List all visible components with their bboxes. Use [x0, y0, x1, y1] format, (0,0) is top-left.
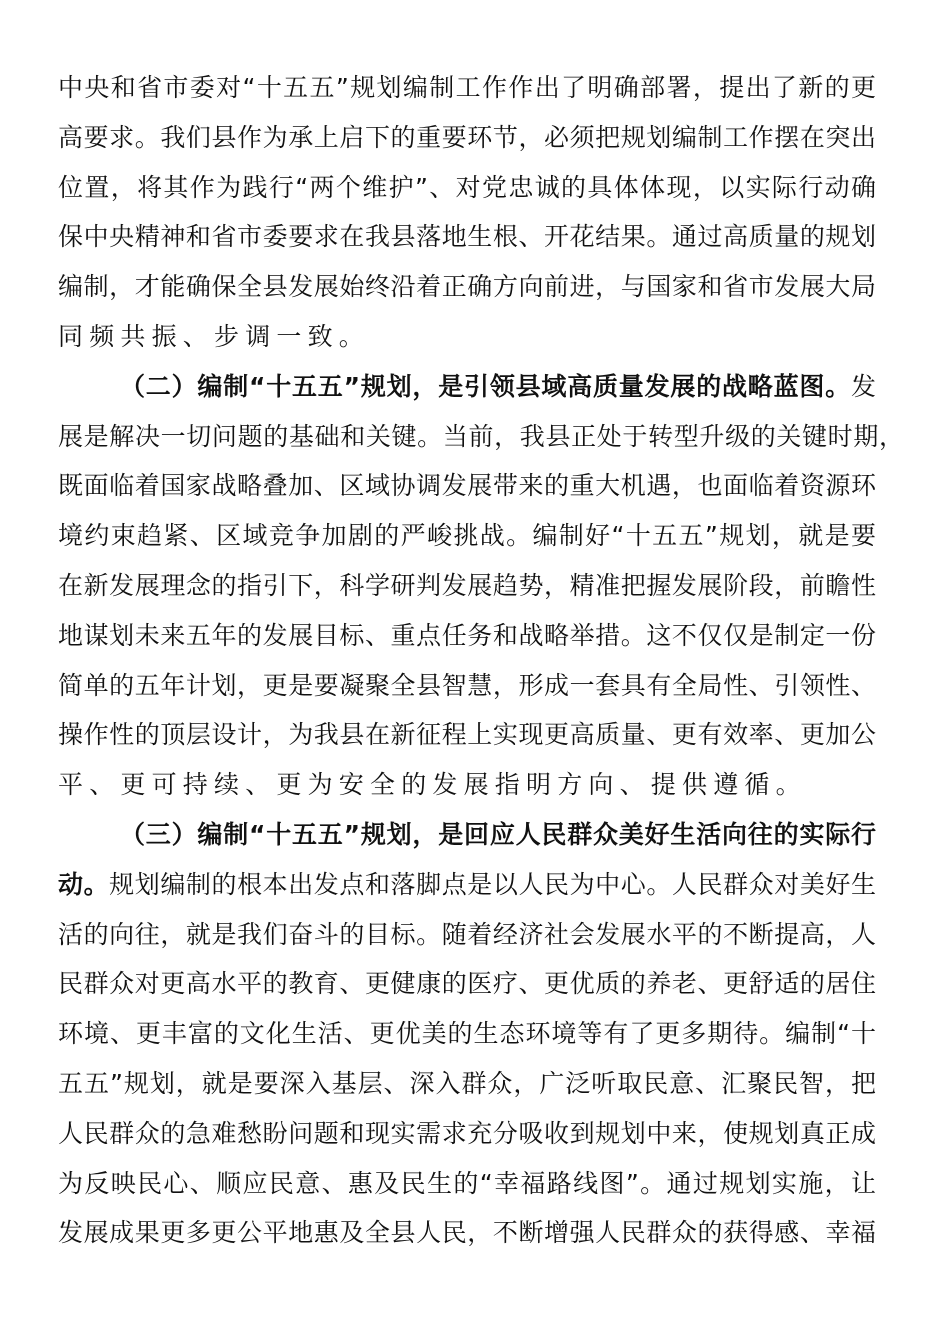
text-line: 位置，将其作为践行“两个维护”、对党忠诚的具体体现，以实际行动确 — [58, 172, 876, 202]
text-line — [58, 810, 876, 860]
text-line: 发展成果更多更公平地惠及全县人民，不断增强人民群众的获得感、幸福 — [58, 1218, 876, 1248]
text-line: 民群众对更高水平的教育、更健康的医疗、更优质的养老、更舒适的居住 — [58, 969, 876, 999]
paragraph-2 — [58, 362, 904, 810]
text-line: 境约束趋紧、区域竞争加剧的严峻挑战。编制好“十五五”规划，就是要 — [58, 521, 876, 551]
paragraph-3 — [58, 810, 876, 1258]
text-line: 简单的五年计划，更是要凝聚全县智慧，形成一套具有全局性、引领性、 — [58, 670, 876, 700]
text-run: 规划编制的根本出发点和落脚点是以人民为中心。人民群众对美好生 — [109, 869, 876, 899]
text-line — [58, 362, 876, 412]
text-line: 地谋划未来五年的发展目标、重点任务和战略举措。这不仅仅是制定一份 — [58, 620, 876, 650]
text-line: 平、更可持续、更为安全的发展指明方向、提供遵循。 — [58, 770, 807, 800]
text-line: 编制，才能确保全县发展始终沿着正确方向前进，与国家和省市发展大局 — [58, 272, 876, 302]
text-line: 操作性的顶层设计，为我县在新征程上实现更高质量、更有效率、更加公 — [58, 720, 876, 750]
text-line: 活的向往，就是我们奋斗的目标。随着经济社会发展水平的不断提高，人 — [58, 919, 876, 949]
paragraph-heading: （三）编制“十五五”规划，是回应人民群众美好生活向往的实际行 — [120, 819, 876, 849]
text-line: 环境、更丰富的文化生活、更优美的生态环境等有了更多期待。编制“十 — [58, 1019, 876, 1049]
text-run: 发 — [850, 371, 876, 401]
paragraph-heading-end: 动。 — [58, 869, 110, 899]
paragraph-1 — [58, 63, 876, 362]
text-line: 在新发展理念的指引下，科学研判发展趋势，精准把握发展阶段，前瞻性 — [58, 570, 876, 600]
text-line: 既面临着国家战略叠加、区域协调发展带来的重大机遇，也面临着资源环 — [58, 471, 876, 501]
paragraph-heading: （二）编制“十五五”规划，是引领县域高质量发展的战略蓝图。 — [120, 371, 851, 401]
text-line: 五五”规划，就是要深入基层、深入群众，广泛听取民意、汇聚民智，把 — [58, 1068, 876, 1098]
document-body — [58, 63, 904, 1258]
text-line: 保中央精神和省市委要求在我县落地生根、开花结果。通过高质量的规划 — [58, 222, 876, 252]
text-line — [58, 860, 876, 910]
text-line: 同频共振、步调一致。 — [58, 321, 371, 351]
text-line: 展是解决一切问题的基础和关键。当前，我县正处于转型升级的关键时期， — [58, 421, 904, 451]
text-line: 中央和省市委对“十五五”规划编制工作作出了明确部署，提出了新的更 — [58, 73, 876, 102]
text-line: 高要求。我们县作为承上启下的重要环节，必须把规划编制工作摆在突出 — [58, 122, 876, 152]
text-line: 为反映民心、顺应民意、惠及民生的“幸福路线图”。通过规划实施，让 — [58, 1168, 876, 1198]
text-line: 人民群众的急难愁盼问题和现实需求充分吸收到规划中来，使规划真正成 — [58, 1118, 876, 1148]
